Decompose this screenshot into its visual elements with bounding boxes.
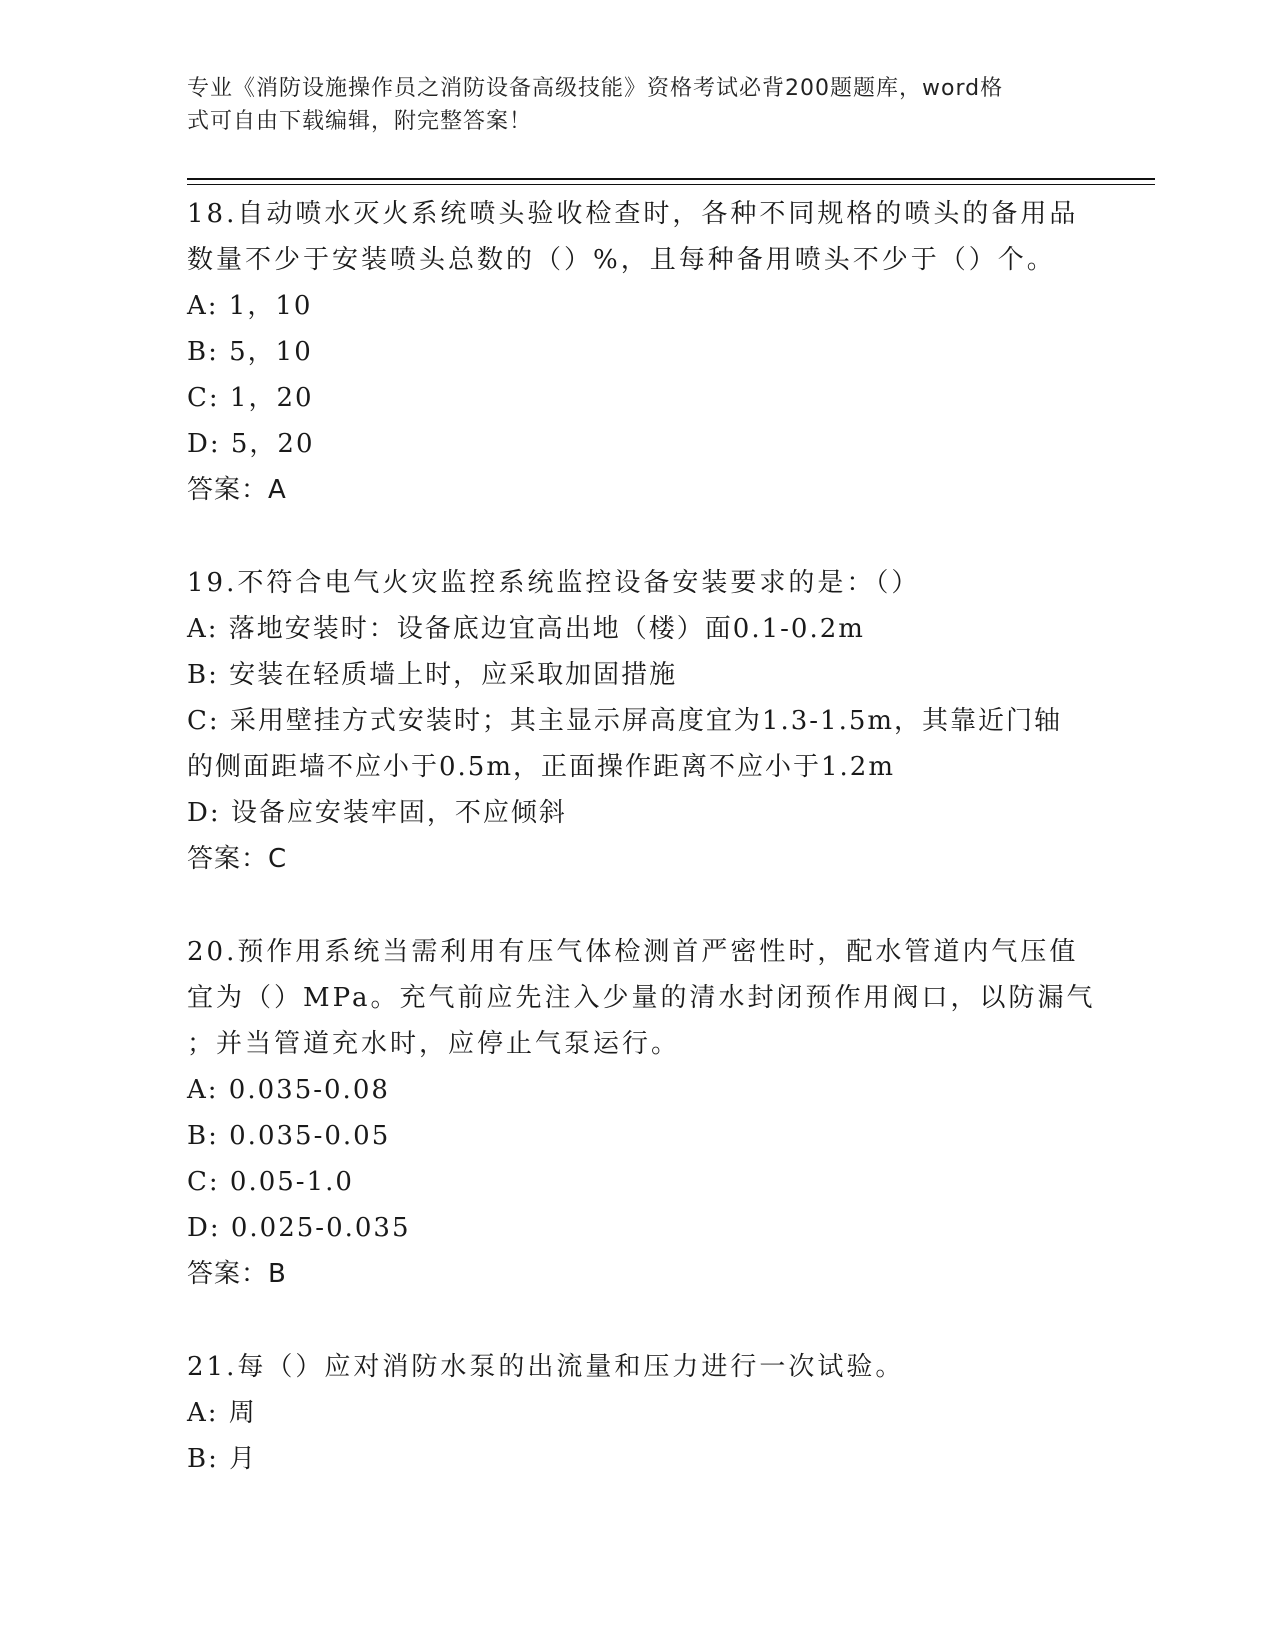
- answer-line: 答案：A: [187, 475, 287, 505]
- question-stem: 20.预作用系统当需利用有压气体检测首严密性时，配水管道内气压值: [187, 937, 1079, 967]
- question-stem: 数量不少于安装喷头总数的（）%，且每种备用喷头不少于（）个。: [187, 245, 1056, 275]
- option-a: A: 周: [187, 1398, 257, 1428]
- option-c: C: 1，20: [187, 383, 314, 413]
- option-d: D: 5，20: [187, 429, 315, 459]
- question-stem: 21.每（）应对消防水泵的出流量和压力进行一次试验。: [187, 1352, 905, 1382]
- option-a: A: 落地安装时：设备底边宜高出地（楼）面0.1-0.2m: [187, 614, 865, 644]
- question-21: [187, 1344, 1087, 1482]
- option-a: A: 1，10: [187, 291, 313, 321]
- question-stem: 19.不符合电气火灾监控系统监控设备安装要求的是：（）: [187, 568, 921, 598]
- header-line-1: 专业《消防设施操作员之消防设备高级技能》资格考试必背200题题库，word格: [187, 76, 1004, 101]
- question-20: [187, 929, 1096, 1297]
- option-b: B: 安装在轻质墙上时，应采取加固措施: [187, 660, 678, 690]
- answer-line: 答案：C: [187, 844, 288, 874]
- header-line-2: 式可自由下载编辑，附完整答案！: [187, 109, 533, 134]
- option-b: B: 月: [187, 1444, 258, 1474]
- option-d: D: 设备应安装牢固，不应倾斜: [187, 798, 567, 828]
- option-b: B: 0.035-0.05: [187, 1121, 391, 1151]
- option-c-continued: 的侧面距墙不应小于0.5m，正面操作距离不应小于1.2m: [187, 752, 896, 782]
- answer-line: 答案：B: [187, 1259, 287, 1289]
- question-18: [187, 191, 1087, 513]
- document-header: [187, 72, 1067, 138]
- option-b: B: 5，10: [187, 337, 313, 367]
- option-c: C: 0.05-1.0: [187, 1167, 354, 1197]
- option-c: C: 采用壁挂方式安装时；其主显示屏高度宜为1.3-1.5m，其靠近门轴: [187, 706, 1063, 736]
- header-divider-thick: [187, 178, 1155, 180]
- option-d: D: 0.025-0.035: [187, 1213, 411, 1243]
- question-stem: ；并当管道充水时，应停止气泵运行。: [187, 1029, 681, 1059]
- header-divider-thin: [187, 184, 1155, 185]
- question-stem: 18.自动喷水灭火系统喷头验收检查时，各种不同规格的喷头的备用品: [187, 199, 1079, 229]
- option-a: A: 0.035-0.08: [187, 1075, 390, 1105]
- question-stem: 宜为（）MPa。充气前应先注入少量的清水封闭预作用阀口，以防漏气: [187, 983, 1096, 1013]
- question-list: [187, 191, 1096, 1529]
- question-19: [187, 560, 1087, 882]
